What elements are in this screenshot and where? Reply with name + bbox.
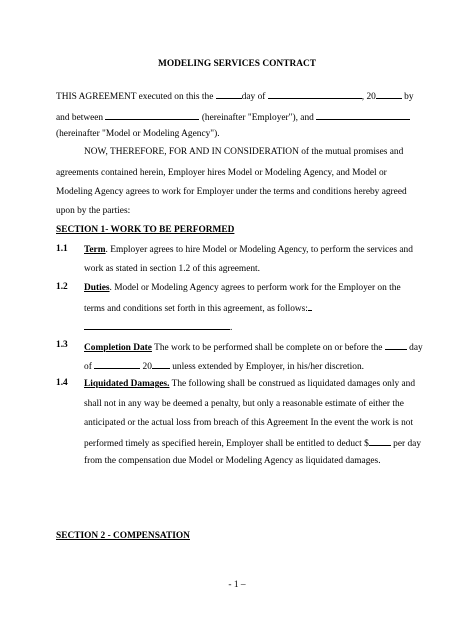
- completion-day-blank[interactable]: [385, 340, 407, 350]
- section-1-heading: SECTION 1- WORK TO BE PERFORMED: [56, 225, 235, 235]
- page-number: - 1 –: [228, 580, 246, 590]
- recital-line-2: agreements contained herein, Employer hires Model or Modeling Agency, and Model or: [56, 168, 387, 178]
- section-2-heading: SECTION 2 - COMPENSATION: [56, 531, 190, 541]
- liquidated-title: Liquidated Damages.: [84, 379, 170, 389]
- intro-line-2: and between (hereinafter "Employer"), and: [56, 110, 410, 124]
- clause-number: 1.1: [56, 244, 68, 254]
- term-line-2: work as stated in section 1.2 of this agreement.: [84, 264, 260, 274]
- duties-line-2: terms and conditions set forth in this agreement, as follows:: [84, 301, 312, 315]
- deduction-amount-blank[interactable]: [369, 436, 391, 446]
- intro-line-1: THIS AGREEMENT executed on this the day of , 20 by: [56, 89, 414, 103]
- recital-line-3: Modeling Agency agrees to work for Employer under the terms and conditions hereby agreed: [56, 187, 407, 197]
- month-blank[interactable]: [268, 89, 362, 99]
- liquidated-line-5: from the compensation due Model or Modeling Agency as liquidated damages.: [84, 456, 381, 466]
- intro-line-3: (hereinafter "Model or Modeling Agency").: [56, 129, 220, 139]
- liquidated-line-1: Liquidated Damages. The following shall be construed as liquidated damages only and: [84, 379, 416, 389]
- completion-line-2: of 20 unless extended by Employer, in his/her discretion.: [84, 359, 364, 373]
- liquidated-line-3: anticipated or the actual loss from breach of this Agreement In the event the work is not: [84, 418, 414, 428]
- term-line-1: Term. Employer agrees to hire Model or Modeling Agency, to perform the services and: [84, 245, 413, 255]
- duties-title: Duties: [84, 283, 110, 293]
- duties-line-1: Duties. Model or Modeling Agency agrees to perform work for the Employer on the: [84, 283, 401, 293]
- year-blank[interactable]: [376, 89, 402, 99]
- duties-description-blank[interactable]: [84, 320, 230, 330]
- liquidated-line-2: shall not in any way be deemed a penalty, but only a reasonable estimate of either the: [84, 399, 404, 409]
- completion-year-blank[interactable]: [152, 359, 170, 369]
- term-title: Term: [84, 245, 106, 255]
- recital-line-4: upon by the parties:: [56, 206, 131, 216]
- recital-line-1: NOW, THEREFORE, FOR AND IN CONSIDERATION of the mutual promises and: [84, 147, 404, 157]
- document-title: MODELING SERVICES CONTRACT: [157, 59, 317, 69]
- model-name-blank[interactable]: [316, 110, 410, 120]
- employer-name-blank[interactable]: [105, 110, 199, 120]
- duties-line-3: .: [84, 320, 232, 334]
- day-blank[interactable]: [216, 89, 242, 99]
- completion-title: Completion Date: [84, 343, 152, 353]
- clause-number: 1.3: [56, 340, 68, 350]
- completion-line-1: Completion Date The work to be performed shall be complete on or before the day: [84, 340, 423, 354]
- clause-number: 1.4: [56, 378, 68, 388]
- completion-month-blank[interactable]: [94, 359, 140, 369]
- clause-number: 1.2: [56, 282, 68, 292]
- liquidated-line-4: performed timely as specified herein, Employer shall be entitled to deduct $ per day: [84, 436, 421, 450]
